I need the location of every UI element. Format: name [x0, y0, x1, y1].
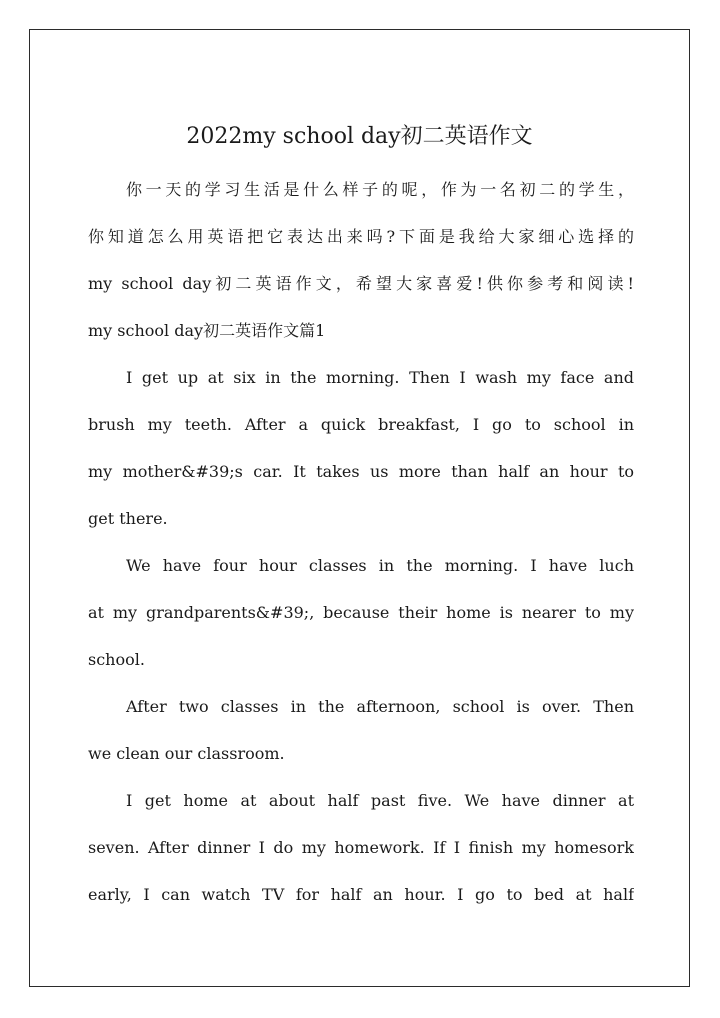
paragraph-line: my school day初二英语作文，希望大家喜爱!供你参考和阅读! [88, 274, 634, 293]
section-heading: my school day初二英语作文篇1 [88, 321, 326, 340]
paragraph-line: get there. [88, 509, 168, 528]
document-title: 2022my school day初二英语作文 [186, 124, 533, 149]
document-page [29, 29, 690, 987]
paragraph-line: I get up at six in the morning. Then I wash my face and [126, 368, 634, 387]
paragraph-line: After two classes in the afternoon, school is over. Then [126, 697, 634, 716]
paragraph-line: at my grandparents&#39;, because their home is nearer to my [88, 603, 634, 622]
paragraph-line: brush my teeth. After a quick breakfast, I go to school in [88, 415, 634, 434]
paragraph-line: seven. After dinner I do my homework. If I finish my homesork [88, 838, 634, 857]
paragraph-line: I get home at about half past five. We have dinner at [126, 791, 634, 810]
paragraph-line: We have four hour classes in the morning. I have luch [126, 556, 634, 575]
paragraph-line: early, I can watch TV for half an hour. I go to bed at half [88, 885, 634, 904]
paragraph-line: 你一天的学习生活是什么样子的呢，作为一名初二的学生， [126, 180, 634, 199]
paragraph-line: my mother&#39;s car. It takes us more than half an hour to [88, 462, 634, 481]
document-body [88, 166, 634, 918]
paragraph-line: we clean our classroom. [88, 744, 285, 763]
paragraph-line: school. [88, 650, 145, 669]
paragraph-line: 你知道怎么用英语把它表达出来吗?下面是我给大家细心选择的 [88, 227, 634, 246]
